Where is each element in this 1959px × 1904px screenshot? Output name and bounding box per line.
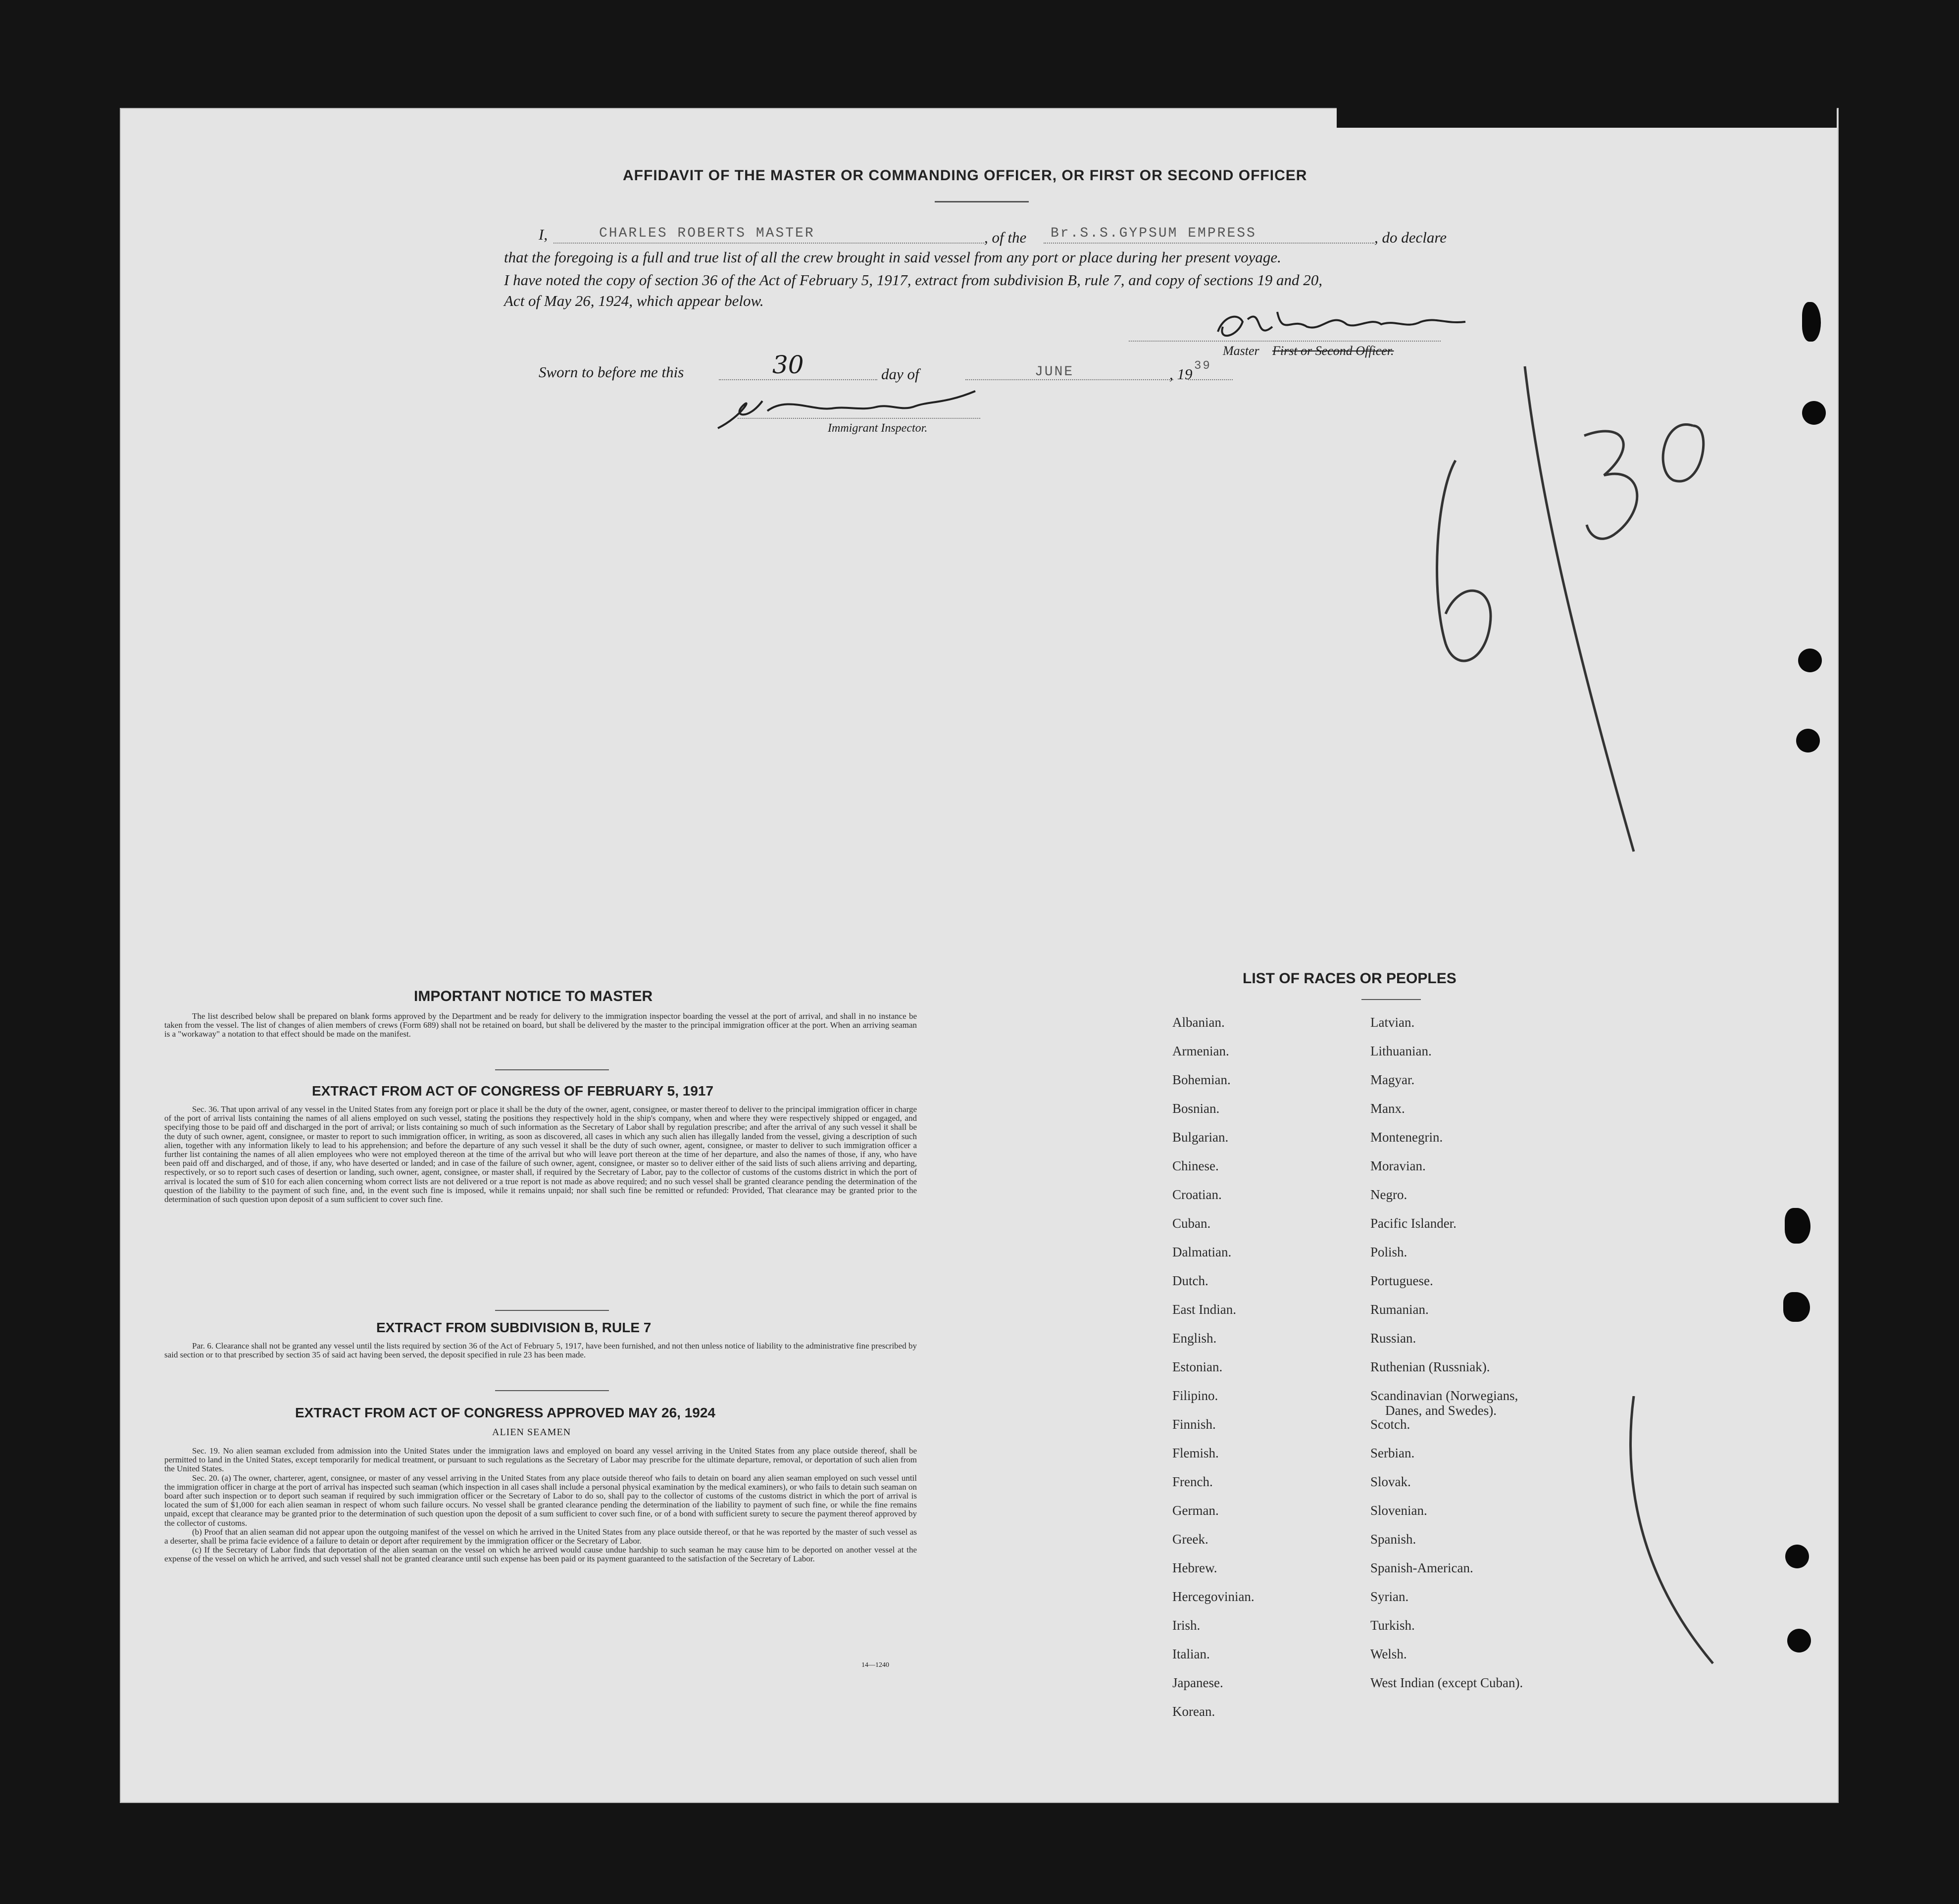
race-item: Ruthenian (Russniak).	[1370, 1359, 1490, 1374]
affidavit-line-3: I have noted the copy of section 36 of the Act of February 5, 1917, extract from subdivision B, rule 7, and copy of sections 19 and 20,	[504, 271, 1323, 289]
race-item: East Indian.	[1172, 1302, 1236, 1317]
rule7-title: EXTRACT FROM SUBDIVISION B, RULE 7	[376, 1320, 652, 1335]
punch-hole	[1802, 401, 1826, 425]
divider	[495, 1069, 609, 1070]
i-label: I,	[539, 226, 548, 243]
race-item: Bulgarian.	[1172, 1130, 1229, 1145]
rule7-text: Par. 6. Clearance shall not be granted any vessel until the lists required by section 36 of the Act of February 5, 1917, have been furnished, and not then unless notice of liability to the administrative fine prescribed by said section or to that prescribed by section 35 of said act having been served, the deposit specified in rule 23 has been made.	[164, 1341, 917, 1360]
race-item: Negro.	[1370, 1187, 1407, 1202]
race-item: Italian.	[1172, 1647, 1210, 1661]
day-of-label: day of	[881, 365, 919, 383]
race-item: Spanish.	[1370, 1532, 1416, 1547]
race-item: Lithuanian.	[1370, 1044, 1432, 1058]
race-item: Chinese.	[1172, 1158, 1219, 1173]
race-item: Dutch.	[1172, 1273, 1208, 1288]
race-item: French.	[1172, 1474, 1213, 1489]
affidavit-title: AFFIDAVIT OF THE MASTER OR COMMANDING OFFICER, OR FIRST OR SECOND OFFICER	[623, 167, 1307, 184]
race-item: Russian.	[1370, 1331, 1416, 1346]
do-declare-label: , do declare	[1374, 229, 1447, 246]
race-item: Polish.	[1370, 1245, 1407, 1259]
race-item: Hebrew.	[1172, 1560, 1217, 1575]
punch-hole	[1783, 1292, 1810, 1322]
master-label: Master	[1223, 344, 1259, 358]
race-item: Japanese.	[1172, 1675, 1223, 1690]
race-item: Bohemian.	[1172, 1072, 1231, 1087]
fill-line	[719, 379, 877, 380]
master-name-field: CHARLES ROBERTS MASTER	[599, 226, 815, 241]
race-item: Danes, and Swedes).	[1385, 1403, 1497, 1418]
race-item: English.	[1172, 1331, 1217, 1346]
race-item: Bosnian.	[1172, 1101, 1220, 1116]
race-item: Irish.	[1172, 1618, 1201, 1633]
divider	[935, 201, 1029, 202]
fill-line	[1188, 379, 1233, 380]
torn-corner	[1337, 108, 1837, 128]
divider	[495, 1310, 609, 1311]
sworn-day-handwritten: 30	[772, 351, 804, 379]
races-title: LIST OF RACES OR PEOPLES	[1243, 970, 1457, 987]
divider	[1361, 999, 1421, 1000]
race-item: Slovak.	[1370, 1474, 1411, 1489]
section-20b-text: (b) Proof that an alien seaman did not appear upon the outgoing manifest of the vessel on which he arrived in the United States from any place outside thereof, or that he was reported by the master of such vessel as a deserter, shall be prima facie evidence of a failure to detain or deport after requirement by the immigration officer or the Secretary of Labor.	[164, 1527, 917, 1546]
race-item: Croatian.	[1172, 1187, 1222, 1202]
race-item: Flemish.	[1172, 1446, 1219, 1460]
fill-line	[553, 243, 984, 244]
extract-1924-title: EXTRACT FROM ACT OF CONGRESS APPROVED MAY 26, 1924	[295, 1405, 715, 1420]
race-item: Spanish-American.	[1370, 1560, 1473, 1575]
race-item: Dalmatian.	[1172, 1245, 1232, 1259]
race-item: Rumanian.	[1370, 1302, 1429, 1317]
race-item: Slovenian.	[1370, 1503, 1427, 1518]
signature-line	[1129, 341, 1441, 342]
race-item: West Indian (except Cuban).	[1370, 1675, 1523, 1690]
fill-line	[965, 379, 1173, 380]
race-item: Cuban.	[1172, 1216, 1211, 1231]
race-item: Turkish.	[1370, 1618, 1415, 1633]
pen-stroke	[1619, 1396, 1728, 1673]
notice-title: IMPORTANT NOTICE TO MASTER	[414, 988, 653, 1004]
affidavit-line-4: Act of May 26, 1924, which appear below.	[504, 292, 764, 309]
race-item: Manx.	[1370, 1101, 1405, 1116]
race-item: Magyar.	[1370, 1072, 1415, 1087]
punch-hole	[1785, 1545, 1809, 1568]
race-item: Filipino.	[1172, 1388, 1218, 1403]
race-item: Scandinavian (Norwegians,	[1370, 1388, 1518, 1403]
race-item: Montenegrin.	[1370, 1130, 1443, 1145]
form-number: 14—1240	[861, 1661, 889, 1669]
signature-line	[738, 418, 980, 419]
race-item: Greek.	[1172, 1532, 1208, 1547]
punch-hole	[1798, 649, 1822, 672]
punch-hole	[1796, 729, 1820, 752]
sworn-label: Sworn to before me this	[539, 363, 684, 381]
section-20a-text: Sec. 20. (a) The owner, charterer, agent, consignee, or master of any vessel arriving in the United States from any place outside thereof who fails to detain on board any alien seaman employed on such vessel until the immigration officer in charge at the port of arrival has inspected such seaman (which inspection in all cases shall include a personal physical examination by the medical examiners), or who fails to detain such seaman on board after such inspection or to deport such seaman if required by such immigration officer or the Secretary of Labor to do so, shall pay to the collector of customs of the customs district in which the port of arrival is located the sum of $1,000 for each alien seaman in respect of whom such failure occurs. No vessel shall be granted clearance pending the determination of the liability to payment of such fine, or while the fine remains unpaid, except that clearance may be granted prior to the determination of such question upon the deposit of a sum sufficient to cover such fine, or of a bond with sufficient surety to secure the payment thereof approved by the collector of customs.	[164, 1473, 917, 1528]
extract-1924-body	[164, 1447, 917, 1564]
alien-seamen-subtitle: ALIEN SEAMEN	[492, 1427, 571, 1438]
race-item: Pacific Islander.	[1370, 1216, 1457, 1231]
race-item: Moravian.	[1370, 1158, 1426, 1173]
race-item: Latvian.	[1370, 1015, 1415, 1030]
race-item: Portuguese.	[1370, 1273, 1433, 1288]
race-item: Armenian.	[1172, 1044, 1229, 1058]
race-item: Welsh.	[1370, 1647, 1407, 1661]
vessel-name-field: Br.S.S.GYPSUM EMPRESS	[1051, 226, 1256, 241]
race-item: Hercegovinian.	[1172, 1589, 1255, 1604]
date-annotation	[1416, 347, 1772, 871]
extract-1917-title: EXTRACT FROM ACT OF CONGRESS OF FEBRUARY 5, 1917	[312, 1083, 714, 1099]
notice-text: The list described below shall be prepared on blank forms approved by the Department and be ready for delivery to the immigration inspector boarding the vessel at the port of arrival, and shall in no instance be taken from the vessel. The list of changes of alien members of crews (Form 689) shall not be retained on board, but shall be delivered by the master to the principal immigration officer at the port. When an arriving seaman is a "workaway" a notation to that effect should be made on the manifest.	[164, 1011, 917, 1039]
section-20c-text: (c) If the Secretary of Labor finds that deportation of the alien seaman on the vessel on which he arrived would cause undue hardship to such seaman he may cause him to be deported on another vessel at the expense of the vessel on which he arrived, and such vessel shall not be granted clearance until such expense has been paid or its payment guaranteed to the satisfaction of the Secretary of Labor.	[164, 1545, 917, 1564]
punch-hole	[1785, 1208, 1810, 1244]
fill-line	[1044, 243, 1374, 244]
punch-hole	[1802, 302, 1821, 342]
race-item: Serbian.	[1370, 1446, 1415, 1460]
punch-hole	[1787, 1629, 1811, 1653]
race-item: Albanian.	[1172, 1015, 1225, 1030]
year-suffix: 39	[1194, 359, 1211, 373]
extract-1917-text: Sec. 36. That upon arrival of any vessel in the United States from any foreign port or place it shall be the duty of the owner, agent, consignee, or master thereof to deliver to the principal immigration officer in charge of the port of arrival lists containing the names of all aliens employed on such vessel, stating the positions they respectively hold in the ship's company, when and where they were respectively shipped or engaged, and specifying those to be paid off and discharged in the port of arrival; or lists containing so much of such information as the Secretary of Labor shall by regulation prescribe; and after the arrival of any such vessel it shall be the duty of such owner, agent, consignee, or master to report to such immigration officer, in writing, as soon as discovered, all cases in which any such alien has illegally landed from the vessel, giving a description of such alien, together with any information likely to lead to his apprehension; and before the departure of any such vessel it shall be the duty of such owner, agent, consignee, or master to deliver to such immigration officer a further list containing the names of all alien employees who were not employed thereon at the time of the arrival but who will leave port thereon at the time of her departure, and also the names of those, if any, who have been paid off and discharged, and of those, if any, who have deserted or landed; and in case of the failure of such owner, agent, consignee, or master so to deliver either of the said lists of such aliens arriving and departing, respectively, or so to report such cases of desertion or landing, such owner, agent, consignee, or master shall, if required by the Secretary of Labor, pay to the collector of customs of the customs district in which the port of arrival is located the sum of $10 for each alien concerning whom correct lists are not delivered or a true report is not made as above required; and no such vessel shall be granted clearance pending the determination of the question of the liability to the payment of such fine, and, in the event such fine is imposed, while it remains unpaid; nor shall such fine be remitted or refunded: Provided, That clearance may be granted prior to the determination of such question upon deposit of a sum sufficient to cover such fine.	[164, 1104, 917, 1204]
sworn-month-field: JUNE	[1035, 364, 1074, 380]
of-the-label: , of the	[984, 229, 1027, 246]
race-item: Korean.	[1172, 1704, 1215, 1719]
race-item: German.	[1172, 1503, 1219, 1518]
inspector-label: Immigrant Inspector.	[828, 422, 928, 435]
divider	[495, 1390, 609, 1391]
section-19-text: Sec. 19. No alien seaman excluded from admission into the United States under the immigration laws and employed on board any vessel arriving in the United States from any place outside thereof, shall be permitted to land in the United States, except temporarily for medical treatment, or pursuant to such regulations as the Secretary of Labor may prescribe for the ultimate departure, removal, or deportation of such alien from the United States.	[164, 1446, 917, 1474]
race-item: Syrian.	[1370, 1589, 1409, 1604]
race-item: Finnish.	[1172, 1417, 1216, 1432]
struck-officer-label: First or Second Officer.	[1272, 344, 1394, 358]
year-prefix: , 19	[1169, 365, 1193, 383]
race-item: Estonian.	[1172, 1359, 1223, 1374]
affidavit-line-2: that the foregoing is a full and true list of all the crew brought in said vessel from any port or place during her present voyage.	[504, 249, 1281, 266]
race-item: Scotch.	[1370, 1417, 1410, 1432]
